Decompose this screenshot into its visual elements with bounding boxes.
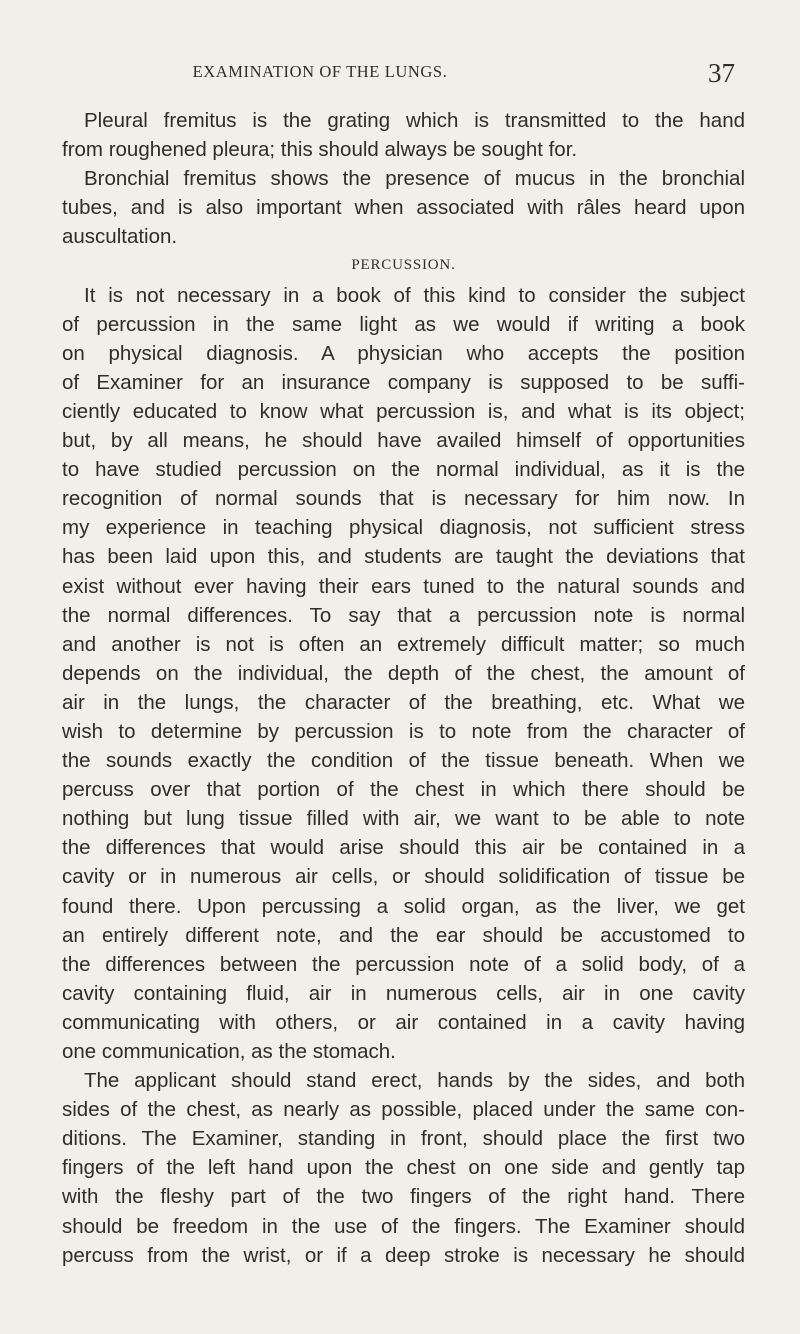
text-line: my experience in teaching physical diagnosis, not sufficient stress — [62, 516, 745, 540]
text-line: and another is not is often an extremely difficult matter; so much — [62, 632, 745, 656]
text-line: an entirely different note, and the ear should be accustomed to — [62, 923, 745, 947]
text-line: The applicant should stand erect, hands by the sides, and both — [84, 1069, 745, 1093]
text-line: wish to determine by percussion is to note from the character of — [62, 719, 745, 743]
text-line: cavity or in numerous air cells, or should solidification of tissue be — [62, 865, 745, 889]
text-line: air in the lungs, the character of the breathing, etc. What we — [62, 690, 745, 714]
text-line: with the fleshy part of the two fingers of the right hand. There — [62, 1185, 745, 1209]
text-line: the differences that would arise should this air be contained in a — [62, 836, 745, 860]
text-line: on physical diagnosis. A physician who accepts the position — [62, 341, 745, 365]
page-number: 37 — [708, 58, 735, 88]
text-line: nothing but lung tissue filled with air, we want to be able to note — [62, 807, 745, 831]
text-line: found there. Upon percussing a solid organ, as the liver, we get — [62, 894, 745, 918]
text-line: Pleural fremitus is the grating which is transmitted to the hand — [84, 109, 745, 132]
text-line: to have studied percussion on the normal individual, as it is the — [62, 458, 745, 482]
running-head — [0, 58, 800, 88]
text-line: communicating with others, or air contained in a cavity having — [62, 1010, 745, 1034]
body-text — [62, 106, 745, 1270]
text-line: the sounds exactly the condition of the tissue beneath. When we — [62, 749, 745, 773]
text-line: should be freedom in the use of the fingers. The Examiner should — [62, 1214, 745, 1238]
text-line: tubes, and is also important when associated with râles heard upon — [62, 196, 745, 220]
text-line: exist without ever having their ears tuned to the natural sounds and — [62, 574, 745, 598]
text-line: It is not necessary in a book of this kind to consider the subject — [84, 283, 745, 307]
text-line: ditions. The Examiner, standing in front, should place the first two — [62, 1127, 745, 1151]
text-line: auscultation. — [62, 225, 178, 249]
text-line: Bronchial fremitus shows the presence of mucus in the bronchial — [84, 167, 745, 191]
text-line: fingers of the left hand upon the chest on one side and gently tap — [62, 1156, 745, 1180]
text-line: of percussion in the same light as we would if writing a book — [62, 312, 745, 336]
text-line: percuss from the wrist, or if a deep stroke is necessary he should — [62, 1243, 745, 1267]
text-line: ciently educated to know what percussion is, and what is its object; — [62, 399, 745, 423]
running-title: EXAMINATION OF THE LUNGS. — [192, 62, 448, 81]
text-line: the normal differences. To say that a percussion note is normal — [62, 603, 745, 627]
section-heading: PERCUSSION. — [351, 257, 456, 274]
text-line: cavity containing fluid, air in numerous cells, air in one cavity — [62, 981, 745, 1005]
text-line: depends on the individual, the depth of the chest, the amount of — [62, 661, 745, 685]
text-line: has been laid upon this, and students are taught the deviations that — [62, 545, 745, 569]
text-line: sides of the chest, as nearly as possible, placed under the same con- — [62, 1098, 745, 1122]
text-line: one communication, as the stomach. — [62, 1040, 396, 1063]
text-line: recognition of normal sounds that is necessary for him now. In — [62, 487, 745, 511]
text-line: percuss over that portion of the chest in which there should be — [62, 778, 745, 802]
text-line: the differences between the percussion note of a solid body, of a — [62, 952, 745, 976]
text-line: of Examiner for an insurance company is supposed to be suffi- — [62, 370, 745, 394]
text-line: from roughened pleura; this should always be sought for. — [62, 138, 578, 162]
text-line: but, by all means, he should have availed himself of opportunities — [62, 429, 745, 453]
